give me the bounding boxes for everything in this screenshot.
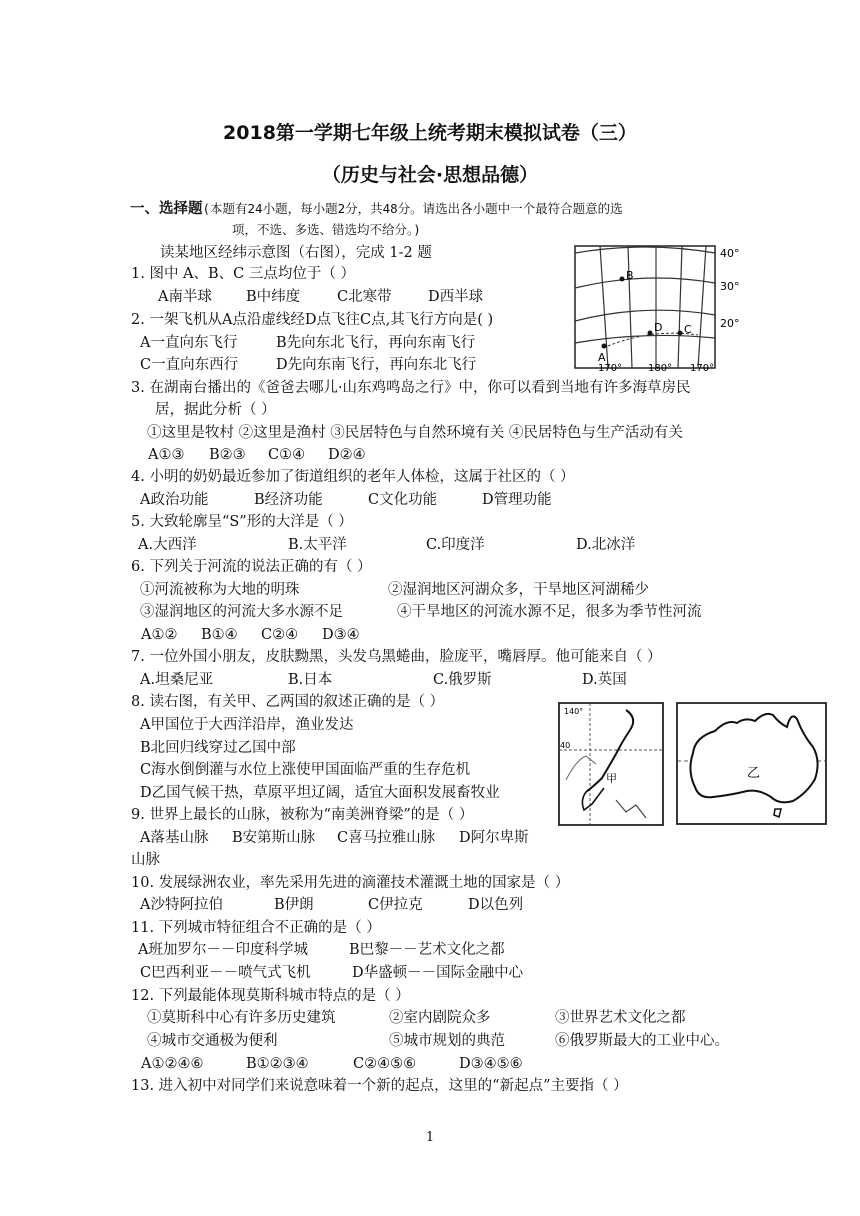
point-label-b: B [626,269,634,282]
question-stem: 10. 发展绿洲农业，率先采用先进的滴灌技术灌溉土地的国家是（ ） [131,875,570,891]
option[interactable]: D先向东南飞行，再向东北飞行 [276,357,477,373]
option[interactable]: D以色列 [468,897,524,913]
option[interactable]: B先向东北飞行，再向东南飞行 [276,335,476,351]
option[interactable]: C一直向东西行 [140,357,239,373]
option[interactable]: D乙国气候干热，草原平坦辽阔，适宜大面积发展畜牧业 [140,785,500,801]
point-d-marker [648,331,653,336]
question-stem: 5. 大致轮廓呈“S”形的大洋是（ ） [131,514,353,530]
point-c-marker [678,331,683,336]
question-stem: 12. 下列最能体现莫斯科城市特点的是（ ） [131,988,410,1004]
statement: ③湿润地区的河流大多水源不足 [140,604,343,620]
option-wrap: 山脉 [131,852,160,868]
section-note: (本题有24小题，每小题2分，共48分。请选出各小题中一个最符合题意的选 [202,201,623,216]
option[interactable]: A一直向东飞行 [140,335,238,351]
statement: ④干旱地区的河流水源不足，很多为季节性河流 [397,604,702,620]
option[interactable]: D.英国 [582,672,627,688]
statement-list: ①这里是牧村 ②这里是渔村 ③民居特色与自然环境有关 ④民居特色与生产活动有关 [147,425,683,441]
page-number: 1 [425,1130,435,1145]
page-subtitle: （历史与社会·思想品德） [321,164,539,186]
question-stem: 2. 一架飞机从A点沿虚线经D点飞往C点,其飞行方向是( ) [131,312,494,328]
option[interactable]: C海水倒倒灌与水位上涨使甲国面临严重的生存危机 [140,762,471,778]
option[interactable]: A南半球 [158,289,212,305]
option[interactable]: A①③ [148,447,185,463]
section-heading [130,197,623,218]
section-title: 一、选择题 [130,201,203,217]
lat-lon-map [570,243,750,373]
option[interactable]: B.太平洋 [288,537,347,553]
statement: ①莫斯科中心有许多历史建筑 [147,1010,336,1026]
option[interactable]: C.俄罗斯 [433,672,492,688]
option[interactable]: A.大西洋 [138,537,197,553]
option[interactable]: C②④ [261,627,299,643]
option[interactable]: B①②③④ [246,1056,309,1072]
lon-label: 180° [648,363,673,373]
question-stem: 6. 下列关于河流的说法正确的有（ ） [131,559,372,575]
section-note-cont: 项，不选、多选、错选均不给分。) [232,222,421,237]
option[interactable]: C伊拉克 [368,897,423,913]
option[interactable]: B中纬度 [246,289,301,305]
country-label-jia: 甲 [606,772,617,785]
option[interactable]: A班加罗尔－－印度科学城 [138,942,308,958]
point-a-marker [602,344,607,349]
option[interactable]: B北回归线穿过乙国中部 [140,740,296,756]
statement: ③世界艺术文化之都 [555,1010,686,1026]
lon-label: 140° [564,707,584,716]
statement: ②湿润地区河湖众多，干旱地区河湖稀少 [388,582,649,598]
option[interactable]: B安第斯山脉 [232,830,316,846]
lat-label: 20° [720,317,740,330]
option[interactable]: C巴西利亚－－喷气式飞机 [140,965,311,981]
option[interactable]: C①④ [268,447,306,463]
option[interactable]: D②④ [328,447,366,463]
question-stem: 3. 在湖南台播出的《爸爸去哪儿·山东鸡鸣岛之行》中，你可以看到当地有许多海草房民 [131,380,691,396]
page-title: 2018第一学期七年级上统考期末模拟试卷（三） [223,122,637,144]
option[interactable]: A.坦桑尼亚 [140,672,214,688]
option[interactable]: A甲国位于大西洋沿岸，渔业发达 [140,717,354,733]
option[interactable]: C文化功能 [368,492,438,508]
intro-text: 读某地区经纬示意图（右图），完成 1-2 题 [160,245,432,261]
statement: ①河流被称为大地的明珠 [140,582,300,598]
option[interactable]: B伊朗 [274,897,314,913]
option[interactable]: A落基山脉 [140,830,209,846]
statement: ⑥俄罗斯最大的工业中心。 [555,1033,729,1049]
question-stem: 13. 进入初中对同学们来说意味着一个新的起点，这里的“新起点”主要指（ ） [131,1078,628,1094]
option[interactable]: B②③ [209,447,246,463]
option[interactable]: A沙特阿拉伯 [140,897,223,913]
option[interactable]: B巴黎－－艺术文化之都 [349,942,505,958]
option[interactable]: C喜马拉雅山脉 [337,830,436,846]
option[interactable]: A①② [141,627,178,643]
statement: ②室内剧院众多 [389,1010,491,1026]
option[interactable]: D阿尔卑斯 [459,830,529,846]
lon-label: 170° [690,363,715,373]
lat-label: 40° [720,247,740,260]
option[interactable]: B经济功能 [254,492,323,508]
question-stem: 9. 世界上最长的山脉，被称为“南美洲脊梁”的是（ ） [131,807,474,823]
lat-label: 30° [720,280,740,293]
option[interactable]: D华盛顿－－国际金融中心 [352,965,524,981]
option[interactable]: B.日本 [288,672,333,688]
point-b-marker [620,277,625,282]
lon-label: 170° [598,363,623,373]
statement: ⑤城市规划的典范 [389,1033,505,1049]
option[interactable]: D管理功能 [482,492,552,508]
option[interactable]: D③④⑤⑥ [459,1056,523,1072]
point-label-c: C [684,323,692,336]
option[interactable]: C②④⑤⑥ [353,1056,417,1072]
option[interactable]: A政治功能 [140,492,209,508]
question-stem: 8. 读右图，有关甲、乙两国的叙述正确的是（ ） [131,694,445,710]
australia-map [675,701,828,826]
option[interactable]: D西半球 [428,289,484,305]
question-stem: 4. 小明的奶奶最近参加了街道组织的老年人体检，这属于社区的（ ） [131,469,575,485]
point-label-a: A [598,351,606,364]
lat-label: 40 [560,741,571,750]
japan-map [556,700,666,830]
option[interactable]: A①②④⑥ [141,1056,204,1072]
question-stem: 11. 下列城市特征组合不正确的是（ ） [131,920,381,936]
option[interactable]: C北寒带 [337,289,392,305]
point-label-d: D [654,321,663,334]
question-stem: 1. 图中 A、B、C 三点均位于（ ） [131,266,355,282]
option[interactable]: B①④ [201,627,238,643]
question-stem-cont: 居，据此分析（ ） [155,402,276,418]
option[interactable]: D.北冰洋 [576,537,636,553]
country-label-yi: 乙 [747,766,761,781]
option[interactable]: C.印度洋 [426,537,485,553]
option[interactable]: D③④ [322,627,360,643]
question-stem: 7. 一位外国小朋友，皮肤黝黑，头发乌黑蜷曲，脸庞平，嘴唇厚。他可能来自（ ） [131,649,662,665]
statement: ④城市交通极为便利 [147,1033,278,1049]
